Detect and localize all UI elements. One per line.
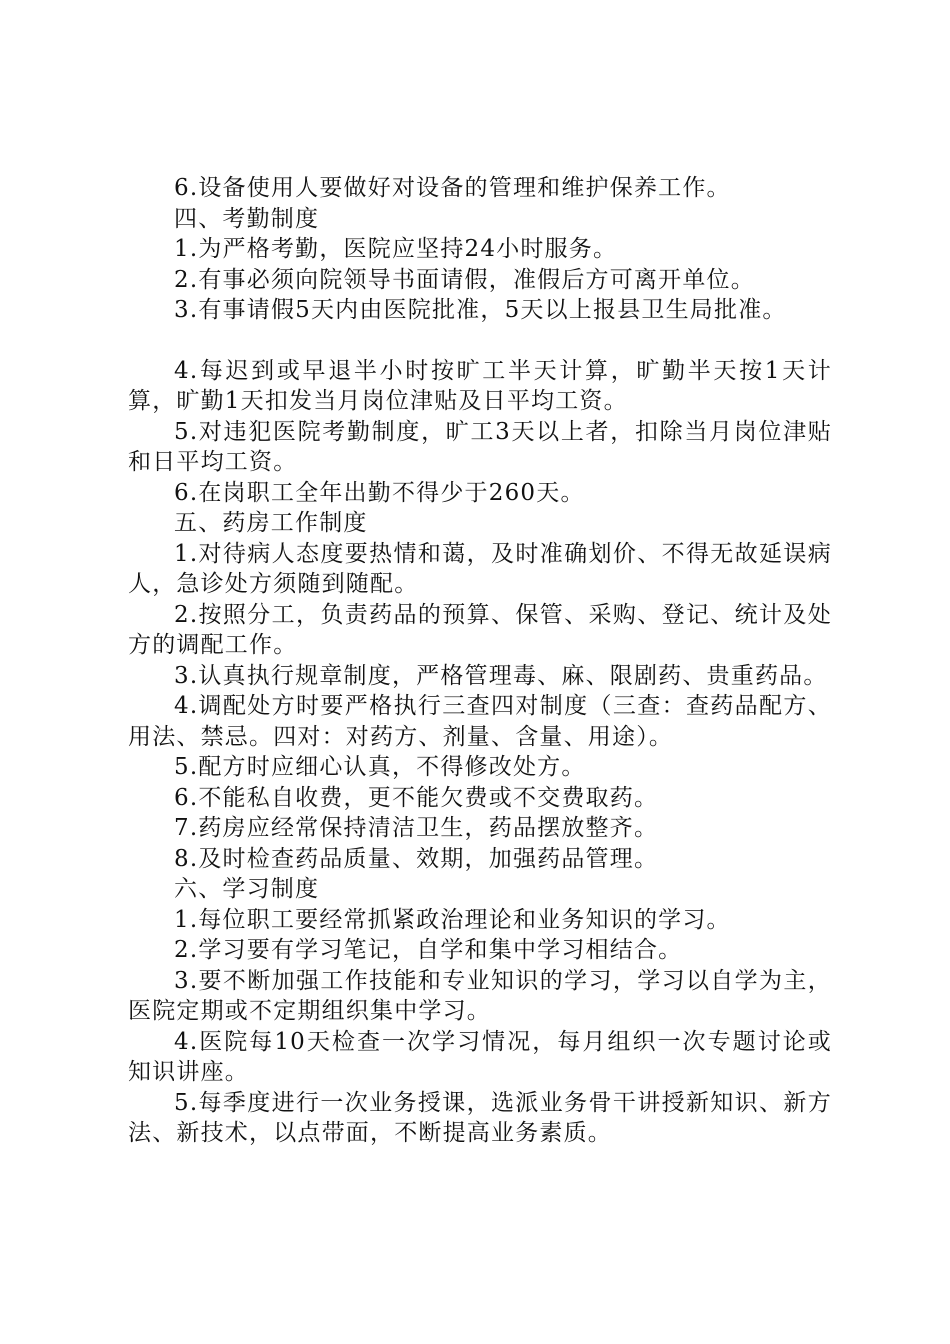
paragraph-pharmacy-3: 3.认真执行规章制度，严格管理毒、麻、限剧药、贵重药品。: [174, 662, 828, 689]
paragraph-attendance-3: 3.有事请假5天内由医院批准，5天以上报县卫生局批准。: [174, 297, 787, 323]
paragraph-attendance-2: 2.有事必须向院领导书面请假，准假后方可离开单位。: [174, 266, 755, 293]
paragraph-equipment-6: 6.设备使用人要做好对设备的管理和维护保养工作。: [174, 175, 731, 201]
paragraph-pharmacy-2: 2.按照分工，负责药品的预算、保管、采购、登记、统计及处方的调配工作。: [128, 601, 832, 658]
paragraph-pharmacy-5: 5.配方时应细心认真，不得修改处方。: [174, 754, 586, 780]
paragraph-study-1: 1.每位职工要经常抓紧政治理论和业务知识的学习。: [174, 906, 731, 933]
paragraph-pharmacy-7: 7.药房应经常保持清洁卫生，药品摆放整齐。: [174, 815, 659, 841]
paragraph-pharmacy-6: 6.不能私自收费，更不能欠费或不交费取药。: [174, 784, 659, 811]
section-heading-study: 六、学习制度: [174, 876, 320, 902]
paragraph-study-4: 4.医院每10天检查一次学习情况，每月组织一次专题讨论或知识讲座。: [128, 1028, 832, 1085]
paragraph-attendance-4: 4.每迟到或早退半小时按旷工半天计算，旷勤半天按1天计算，旷勤1天扣发当月岗位津贴及日平均工资。: [128, 357, 832, 414]
paragraph-study-2: 2.学习要有学习笔记，自学和集中学习相结合。: [174, 937, 683, 963]
paragraph-attendance-6: 6.在岗职工全年出勤不得少于260天。: [174, 479, 585, 506]
paragraph-study-3: 3.要不断加强工作技能和专业知识的学习，学习以自学为主，医院定期或不定期组织集中学习。: [128, 967, 832, 1024]
paragraph-study-5: 5.每季度进行一次业务授课，选派业务骨干讲授新知识、新方法、新技术，以点带面，不断提高业务素质。: [128, 1089, 832, 1146]
section-heading-attendance: 四、考勤制度: [174, 205, 320, 232]
paragraph-pharmacy-4: 4.调配处方时要严格执行三查四对制度（三查：查药品配方、用法、禁忌。四对：对药方、剂量、含量、用途）。: [128, 693, 832, 750]
document-body: [128, 173, 832, 1149]
paragraph-attendance-1: 1.为严格考勤，医院应坚持24小时服务。: [174, 236, 618, 262]
paragraph-attendance-5: 5.对违犯医院考勤制度，旷工3天以上者，扣除当月岗位津贴和日平均工资。: [128, 418, 832, 475]
paragraph-pharmacy-8: 8.及时检查药品质量、效期，加强药品管理。: [174, 845, 659, 872]
paragraph-pharmacy-1: 1.对待病人态度要热情和蔼，及时准确划价、不得无故延误病人，急诊处方须随到随配。: [128, 540, 832, 597]
section-heading-pharmacy: 五、药房工作制度: [174, 510, 368, 536]
